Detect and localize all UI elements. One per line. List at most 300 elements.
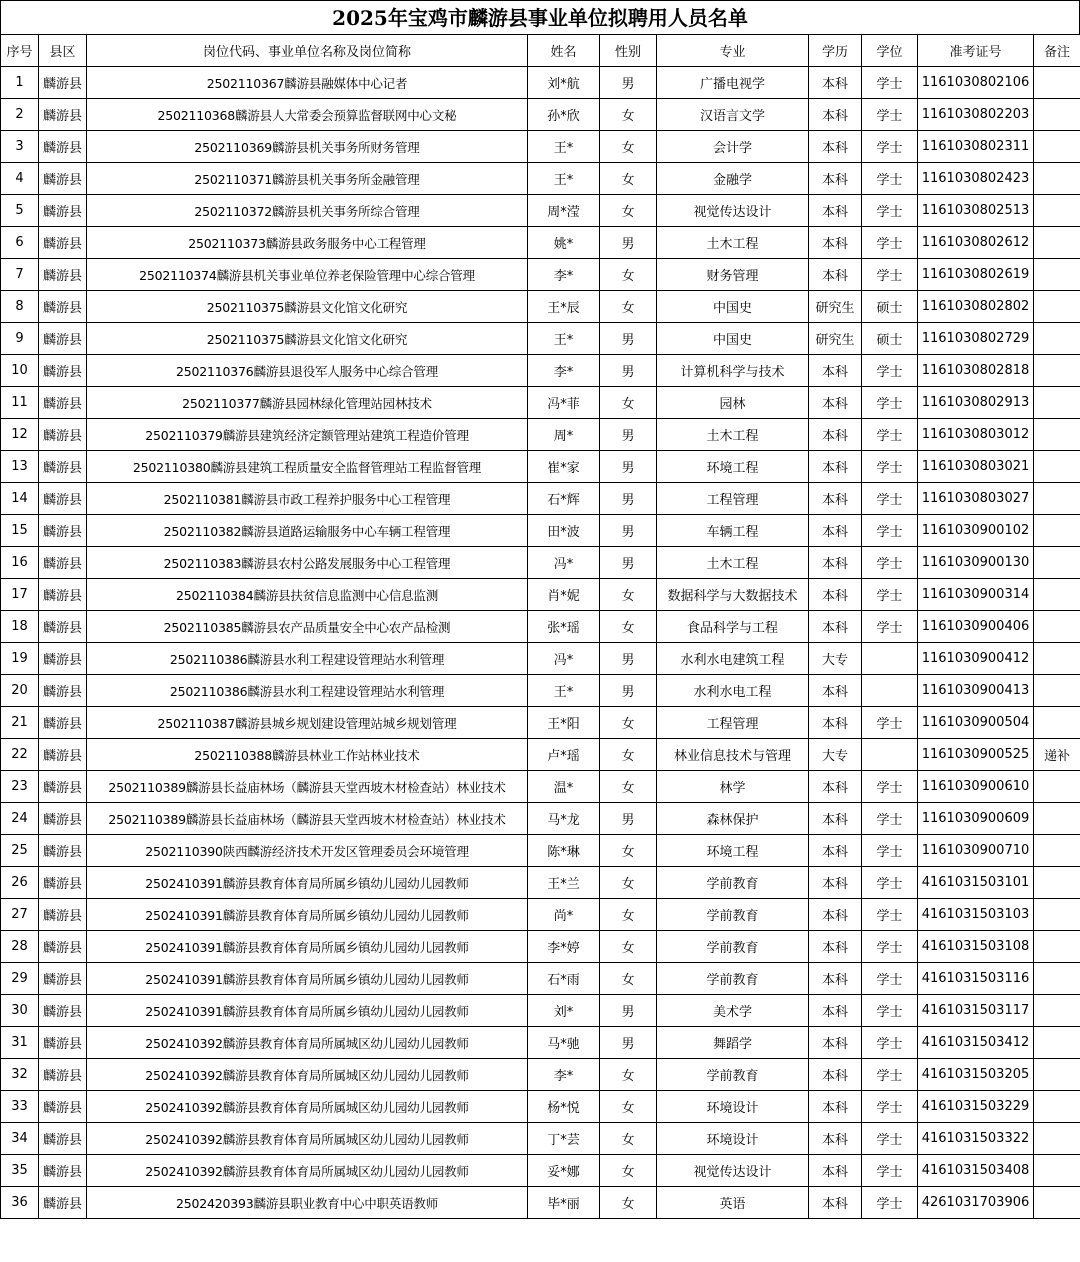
cell-remark <box>1034 323 1080 355</box>
cell-name: 肖*妮 <box>528 579 600 611</box>
cell-position: 2502110369麟游县机关事务所财务管理 <box>87 131 528 163</box>
cell-exam-id: 4161031503408 <box>918 1155 1034 1187</box>
cell-county: 麟游县 <box>39 259 87 291</box>
cell-major: 舞蹈学 <box>657 1027 809 1059</box>
cell-exam-id: 4161031503101 <box>918 867 1034 899</box>
cell-exam-id: 1161030900413 <box>918 675 1034 707</box>
cell-exam-id: 1161030900412 <box>918 643 1034 675</box>
cell-county: 麟游县 <box>39 579 87 611</box>
cell-exam-id: 4161031503229 <box>918 1091 1034 1123</box>
cell-exam-id: 1161030900102 <box>918 515 1034 547</box>
cell-remark <box>1034 67 1080 99</box>
table-row <box>1 547 1080 579</box>
cell-name: 李* <box>528 1059 600 1091</box>
cell-remark <box>1034 1123 1080 1155</box>
cell-position: 2502110381麟游县市政工程养护服务中心工程管理 <box>87 483 528 515</box>
cell-remark <box>1034 1027 1080 1059</box>
cell-remark <box>1034 547 1080 579</box>
cell-name: 李* <box>528 355 600 387</box>
cell-remark <box>1034 1187 1080 1219</box>
cell-position: 2502110376麟游县退役军人服务中心综合管理 <box>87 355 528 387</box>
header-cell-position: 岗位代码、事业单位名称及岗位简称 <box>87 35 528 67</box>
cell-county: 麟游县 <box>39 899 87 931</box>
cell-index: 18 <box>1 611 39 643</box>
cell-index: 3 <box>1 131 39 163</box>
cell-degree: 学士 <box>862 99 918 131</box>
cell-degree: 学士 <box>862 483 918 515</box>
table-row <box>1 419 1080 451</box>
cell-index: 13 <box>1 451 39 483</box>
cell-index: 29 <box>1 963 39 995</box>
cell-county: 麟游县 <box>39 739 87 771</box>
cell-education: 本科 <box>809 419 862 451</box>
cell-remark <box>1034 259 1080 291</box>
cell-name: 李*婷 <box>528 931 600 963</box>
cell-exam-id: 4161031503322 <box>918 1123 1034 1155</box>
cell-name: 马*龙 <box>528 803 600 835</box>
cell-degree <box>862 675 918 707</box>
cell-remark <box>1034 803 1080 835</box>
cell-remark <box>1034 1091 1080 1123</box>
cell-position: 2502110387麟游县城乡规划建设管理站城乡规划管理 <box>87 707 528 739</box>
cell-gender: 男 <box>600 515 657 547</box>
cell-education: 大专 <box>809 643 862 675</box>
cell-name: 冯*菲 <box>528 387 600 419</box>
cell-gender: 女 <box>600 387 657 419</box>
cell-index: 27 <box>1 899 39 931</box>
table-row <box>1 995 1080 1027</box>
cell-position: 2502110372麟游县机关事务所综合管理 <box>87 195 528 227</box>
table-row <box>1 195 1080 227</box>
header-cell-gender: 性别 <box>600 35 657 67</box>
cell-degree: 学士 <box>862 1187 918 1219</box>
cell-major: 视觉传达设计 <box>657 1155 809 1187</box>
cell-county: 麟游县 <box>39 707 87 739</box>
cell-major: 财务管理 <box>657 259 809 291</box>
cell-county: 麟游县 <box>39 803 87 835</box>
cell-name: 石*雨 <box>528 963 600 995</box>
cell-gender: 女 <box>600 195 657 227</box>
table-row <box>1 1155 1080 1187</box>
cell-education: 本科 <box>809 259 862 291</box>
cell-exam-id: 1161030802619 <box>918 259 1034 291</box>
cell-gender: 男 <box>600 355 657 387</box>
cell-remark <box>1034 163 1080 195</box>
cell-position: 2502410391麟游县教育体育局所属乡镇幼儿园幼儿园教师 <box>87 995 528 1027</box>
cell-county: 麟游县 <box>39 995 87 1027</box>
cell-degree: 学士 <box>862 355 918 387</box>
cell-gender: 男 <box>600 803 657 835</box>
cell-remark <box>1034 195 1080 227</box>
cell-gender: 女 <box>600 291 657 323</box>
cell-education: 本科 <box>809 163 862 195</box>
cell-gender: 男 <box>600 419 657 451</box>
cell-position: 2502110375麟游县文化馆文化研究 <box>87 323 528 355</box>
cell-gender: 女 <box>600 931 657 963</box>
cell-remark <box>1034 867 1080 899</box>
cell-position: 2502110379麟游县建筑经济定额管理站建筑工程造价管理 <box>87 419 528 451</box>
cell-name: 石*辉 <box>528 483 600 515</box>
cell-name: 冯* <box>528 643 600 675</box>
cell-gender: 女 <box>600 1187 657 1219</box>
cell-degree: 学士 <box>862 867 918 899</box>
cell-degree: 学士 <box>862 1027 918 1059</box>
cell-exam-id: 1161030802311 <box>918 131 1034 163</box>
cell-exam-id: 1161030803021 <box>918 451 1034 483</box>
cell-exam-id: 1161030802203 <box>918 99 1034 131</box>
cell-gender: 女 <box>600 611 657 643</box>
cell-exam-id: 1161030803012 <box>918 419 1034 451</box>
cell-degree: 学士 <box>862 67 918 99</box>
table-row <box>1 451 1080 483</box>
cell-education: 本科 <box>809 1187 862 1219</box>
cell-education: 本科 <box>809 547 862 579</box>
cell-position: 2502110367麟游县融媒体中心记者 <box>87 67 528 99</box>
cell-gender: 男 <box>600 227 657 259</box>
cell-index: 35 <box>1 1155 39 1187</box>
cell-major: 土木工程 <box>657 419 809 451</box>
cell-index: 33 <box>1 1091 39 1123</box>
cell-major: 土木工程 <box>657 547 809 579</box>
table-row <box>1 643 1080 675</box>
cell-county: 麟游县 <box>39 99 87 131</box>
cell-county: 麟游县 <box>39 1123 87 1155</box>
cell-position: 2502110385麟游县农产品质量安全中心农产品检测 <box>87 611 528 643</box>
cell-index: 7 <box>1 259 39 291</box>
cell-major: 学前教育 <box>657 963 809 995</box>
cell-index: 1 <box>1 67 39 99</box>
cell-education: 本科 <box>809 515 862 547</box>
cell-name: 周*滢 <box>528 195 600 227</box>
cell-name: 杨*悦 <box>528 1091 600 1123</box>
cell-remark <box>1034 899 1080 931</box>
cell-education: 本科 <box>809 131 862 163</box>
cell-county: 麟游县 <box>39 483 87 515</box>
cell-degree: 硕士 <box>862 291 918 323</box>
cell-exam-id: 1161030900610 <box>918 771 1034 803</box>
cell-remark <box>1034 643 1080 675</box>
cell-education: 本科 <box>809 355 862 387</box>
cell-major: 学前教育 <box>657 899 809 931</box>
cell-education: 本科 <box>809 707 862 739</box>
cell-education: 本科 <box>809 835 862 867</box>
cell-degree: 学士 <box>862 1123 918 1155</box>
cell-major: 广播电视学 <box>657 67 809 99</box>
cell-exam-id: 1161030802423 <box>918 163 1034 195</box>
cell-major: 学前教育 <box>657 931 809 963</box>
cell-name: 马*驰 <box>528 1027 600 1059</box>
cell-index: 5 <box>1 195 39 227</box>
cell-exam-id: 4161031503412 <box>918 1027 1034 1059</box>
cell-index: 2 <box>1 99 39 131</box>
cell-name: 冯* <box>528 547 600 579</box>
table-row <box>1 227 1080 259</box>
cell-position: 2502410392麟游县教育体育局所属城区幼儿园幼儿园教师 <box>87 1155 528 1187</box>
cell-major: 森林保护 <box>657 803 809 835</box>
cell-remark <box>1034 931 1080 963</box>
cell-degree: 学士 <box>862 835 918 867</box>
table-row <box>1 67 1080 99</box>
cell-index: 25 <box>1 835 39 867</box>
table-row <box>1 515 1080 547</box>
cell-county: 麟游县 <box>39 355 87 387</box>
cell-position: 2502110380麟游县建筑工程质量安全监督管理站工程监督管理 <box>87 451 528 483</box>
cell-county: 麟游县 <box>39 323 87 355</box>
cell-exam-id: 4161031503117 <box>918 995 1034 1027</box>
cell-index: 10 <box>1 355 39 387</box>
cell-remark <box>1034 1155 1080 1187</box>
header-cell-index: 序号 <box>1 35 39 67</box>
cell-name: 温* <box>528 771 600 803</box>
header-cell-name: 姓名 <box>528 35 600 67</box>
cell-index: 16 <box>1 547 39 579</box>
cell-degree: 学士 <box>862 163 918 195</box>
cell-name: 陈*琳 <box>528 835 600 867</box>
header-cell-exam-id: 准考证号 <box>918 35 1034 67</box>
sheet-title: 2025年宝鸡市麟游县事业单位拟聘用人员名单 <box>0 0 1080 34</box>
cell-index: 36 <box>1 1187 39 1219</box>
cell-position: 2502110389麟游县长益庙林场（麟游县天堂西坡木材检查站）林业技术 <box>87 771 528 803</box>
cell-exam-id: 1161030802106 <box>918 67 1034 99</box>
cell-county: 麟游县 <box>39 1059 87 1091</box>
cell-education: 研究生 <box>809 323 862 355</box>
cell-index: 6 <box>1 227 39 259</box>
cell-position: 2502110386麟游县水利工程建设管理站水利管理 <box>87 675 528 707</box>
cell-exam-id: 4261031703906 <box>918 1187 1034 1219</box>
cell-name: 孙*欣 <box>528 99 600 131</box>
cell-degree: 学士 <box>862 611 918 643</box>
cell-gender: 女 <box>600 899 657 931</box>
cell-gender: 男 <box>600 451 657 483</box>
cell-education: 本科 <box>809 803 862 835</box>
cell-index: 24 <box>1 803 39 835</box>
cell-major: 中国史 <box>657 291 809 323</box>
cell-education: 本科 <box>809 931 862 963</box>
cell-remark <box>1034 419 1080 451</box>
cell-degree: 学士 <box>862 995 918 1027</box>
cell-remark: 递补 <box>1034 739 1080 771</box>
cell-education: 本科 <box>809 1155 862 1187</box>
cell-position: 2502410391麟游县教育体育局所属乡镇幼儿园幼儿园教师 <box>87 963 528 995</box>
cell-remark <box>1034 771 1080 803</box>
cell-education: 本科 <box>809 579 862 611</box>
cell-name: 王* <box>528 131 600 163</box>
cell-county: 麟游县 <box>39 419 87 451</box>
cell-remark <box>1034 515 1080 547</box>
cell-major: 中国史 <box>657 323 809 355</box>
cell-major: 土木工程 <box>657 227 809 259</box>
table-body <box>1 67 1080 1219</box>
cell-name: 崔*家 <box>528 451 600 483</box>
cell-position: 2502110374麟游县机关事业单位养老保险管理中心综合管理 <box>87 259 528 291</box>
cell-exam-id: 1161030900609 <box>918 803 1034 835</box>
cell-education: 本科 <box>809 451 862 483</box>
table-row <box>1 611 1080 643</box>
cell-index: 15 <box>1 515 39 547</box>
cell-name: 尚* <box>528 899 600 931</box>
cell-index: 8 <box>1 291 39 323</box>
cell-education: 大专 <box>809 739 862 771</box>
cell-position: 2502110384麟游县扶贫信息监测中心信息监测 <box>87 579 528 611</box>
cell-degree: 学士 <box>862 579 918 611</box>
cell-index: 20 <box>1 675 39 707</box>
cell-exam-id: 4161031503108 <box>918 931 1034 963</box>
cell-education: 本科 <box>809 99 862 131</box>
cell-county: 麟游县 <box>39 291 87 323</box>
cell-remark <box>1034 675 1080 707</box>
table-row <box>1 1123 1080 1155</box>
cell-gender: 男 <box>600 1027 657 1059</box>
cell-education: 本科 <box>809 867 862 899</box>
cell-education: 本科 <box>809 1027 862 1059</box>
cell-name: 卢*瑶 <box>528 739 600 771</box>
cell-major: 美术学 <box>657 995 809 1027</box>
cell-education: 本科 <box>809 771 862 803</box>
cell-name: 王*辰 <box>528 291 600 323</box>
cell-county: 麟游县 <box>39 835 87 867</box>
cell-name: 王*阳 <box>528 707 600 739</box>
cell-exam-id: 4161031503103 <box>918 899 1034 931</box>
cell-degree: 学士 <box>862 707 918 739</box>
header-cell-remark: 备注 <box>1034 35 1080 67</box>
cell-major: 工程管理 <box>657 707 809 739</box>
cell-exam-id: 1161030802818 <box>918 355 1034 387</box>
cell-index: 17 <box>1 579 39 611</box>
cell-name: 王* <box>528 675 600 707</box>
cell-remark <box>1034 579 1080 611</box>
cell-county: 麟游县 <box>39 867 87 899</box>
cell-major: 车辆工程 <box>657 515 809 547</box>
cell-education: 本科 <box>809 675 862 707</box>
table-row <box>1 963 1080 995</box>
cell-degree <box>862 739 918 771</box>
cell-remark <box>1034 227 1080 259</box>
cell-degree: 学士 <box>862 1059 918 1091</box>
cell-education: 本科 <box>809 1091 862 1123</box>
cell-remark <box>1034 131 1080 163</box>
cell-index: 32 <box>1 1059 39 1091</box>
cell-position: 2502410392麟游县教育体育局所属城区幼儿园幼儿园教师 <box>87 1059 528 1091</box>
cell-position: 2502410391麟游县教育体育局所属乡镇幼儿园幼儿园教师 <box>87 931 528 963</box>
cell-degree: 学士 <box>862 195 918 227</box>
cell-gender: 女 <box>600 771 657 803</box>
cell-index: 30 <box>1 995 39 1027</box>
table-row <box>1 131 1080 163</box>
cell-degree: 学士 <box>862 1155 918 1187</box>
cell-remark <box>1034 995 1080 1027</box>
cell-gender: 男 <box>600 323 657 355</box>
cell-remark <box>1034 1059 1080 1091</box>
cell-remark <box>1034 355 1080 387</box>
header-row <box>1 35 1080 67</box>
cell-remark <box>1034 611 1080 643</box>
cell-name: 王* <box>528 323 600 355</box>
table-row <box>1 483 1080 515</box>
cell-major: 学前教育 <box>657 867 809 899</box>
cell-position: 2502110390陕西麟游经济技术开发区管理委员会环境管理 <box>87 835 528 867</box>
cell-gender: 男 <box>600 995 657 1027</box>
cell-county: 麟游县 <box>39 387 87 419</box>
cell-position: 2502410391麟游县教育体育局所属乡镇幼儿园幼儿园教师 <box>87 899 528 931</box>
cell-county: 麟游县 <box>39 931 87 963</box>
cell-gender: 女 <box>600 163 657 195</box>
cell-county: 麟游县 <box>39 1027 87 1059</box>
cell-index: 22 <box>1 739 39 771</box>
header-cell-major: 专业 <box>657 35 809 67</box>
cell-degree: 学士 <box>862 963 918 995</box>
cell-gender: 女 <box>600 835 657 867</box>
table-row <box>1 1027 1080 1059</box>
table-row <box>1 291 1080 323</box>
cell-major: 环境工程 <box>657 451 809 483</box>
cell-degree: 学士 <box>862 771 918 803</box>
cell-gender: 女 <box>600 1123 657 1155</box>
cell-major: 林学 <box>657 771 809 803</box>
cell-gender: 男 <box>600 483 657 515</box>
cell-index: 23 <box>1 771 39 803</box>
cell-major: 环境工程 <box>657 835 809 867</box>
cell-county: 麟游县 <box>39 227 87 259</box>
cell-name: 妥*娜 <box>528 1155 600 1187</box>
cell-exam-id: 1161030802729 <box>918 323 1034 355</box>
cell-degree: 学士 <box>862 259 918 291</box>
cell-gender: 男 <box>600 643 657 675</box>
cell-education: 本科 <box>809 963 862 995</box>
cell-index: 26 <box>1 867 39 899</box>
cell-gender: 女 <box>600 1059 657 1091</box>
cell-name: 王*兰 <box>528 867 600 899</box>
table-row <box>1 803 1080 835</box>
cell-degree: 学士 <box>862 515 918 547</box>
cell-major: 水利水电工程 <box>657 675 809 707</box>
cell-degree: 学士 <box>862 1091 918 1123</box>
cell-major: 学前教育 <box>657 1059 809 1091</box>
cell-degree: 学士 <box>862 899 918 931</box>
cell-major: 环境设计 <box>657 1123 809 1155</box>
cell-degree: 学士 <box>862 803 918 835</box>
cell-major: 汉语言文学 <box>657 99 809 131</box>
cell-education: 本科 <box>809 995 862 1027</box>
table-row <box>1 163 1080 195</box>
cell-education: 本科 <box>809 899 862 931</box>
cell-major: 食品科学与工程 <box>657 611 809 643</box>
cell-county: 麟游县 <box>39 963 87 995</box>
cell-gender: 女 <box>600 131 657 163</box>
cell-remark <box>1034 707 1080 739</box>
cell-remark <box>1034 483 1080 515</box>
personnel-table <box>0 34 1080 1219</box>
cell-name: 王* <box>528 163 600 195</box>
cell-major: 会计学 <box>657 131 809 163</box>
cell-county: 麟游县 <box>39 131 87 163</box>
cell-education: 本科 <box>809 1059 862 1091</box>
cell-major: 园林 <box>657 387 809 419</box>
cell-position: 2502110368麟游县人大常委会预算监督联网中心文秘 <box>87 99 528 131</box>
cell-position: 2502110377麟游县园林绿化管理站园林技术 <box>87 387 528 419</box>
cell-exam-id: 1161030900525 <box>918 739 1034 771</box>
cell-index: 9 <box>1 323 39 355</box>
cell-gender: 女 <box>600 707 657 739</box>
cell-major: 林业信息技术与管理 <box>657 739 809 771</box>
cell-education: 研究生 <box>809 291 862 323</box>
cell-gender: 男 <box>600 675 657 707</box>
table-row <box>1 707 1080 739</box>
cell-name: 田*波 <box>528 515 600 547</box>
cell-degree: 学士 <box>862 419 918 451</box>
cell-education: 本科 <box>809 611 862 643</box>
cell-exam-id: 1161030900130 <box>918 547 1034 579</box>
cell-major: 环境设计 <box>657 1091 809 1123</box>
